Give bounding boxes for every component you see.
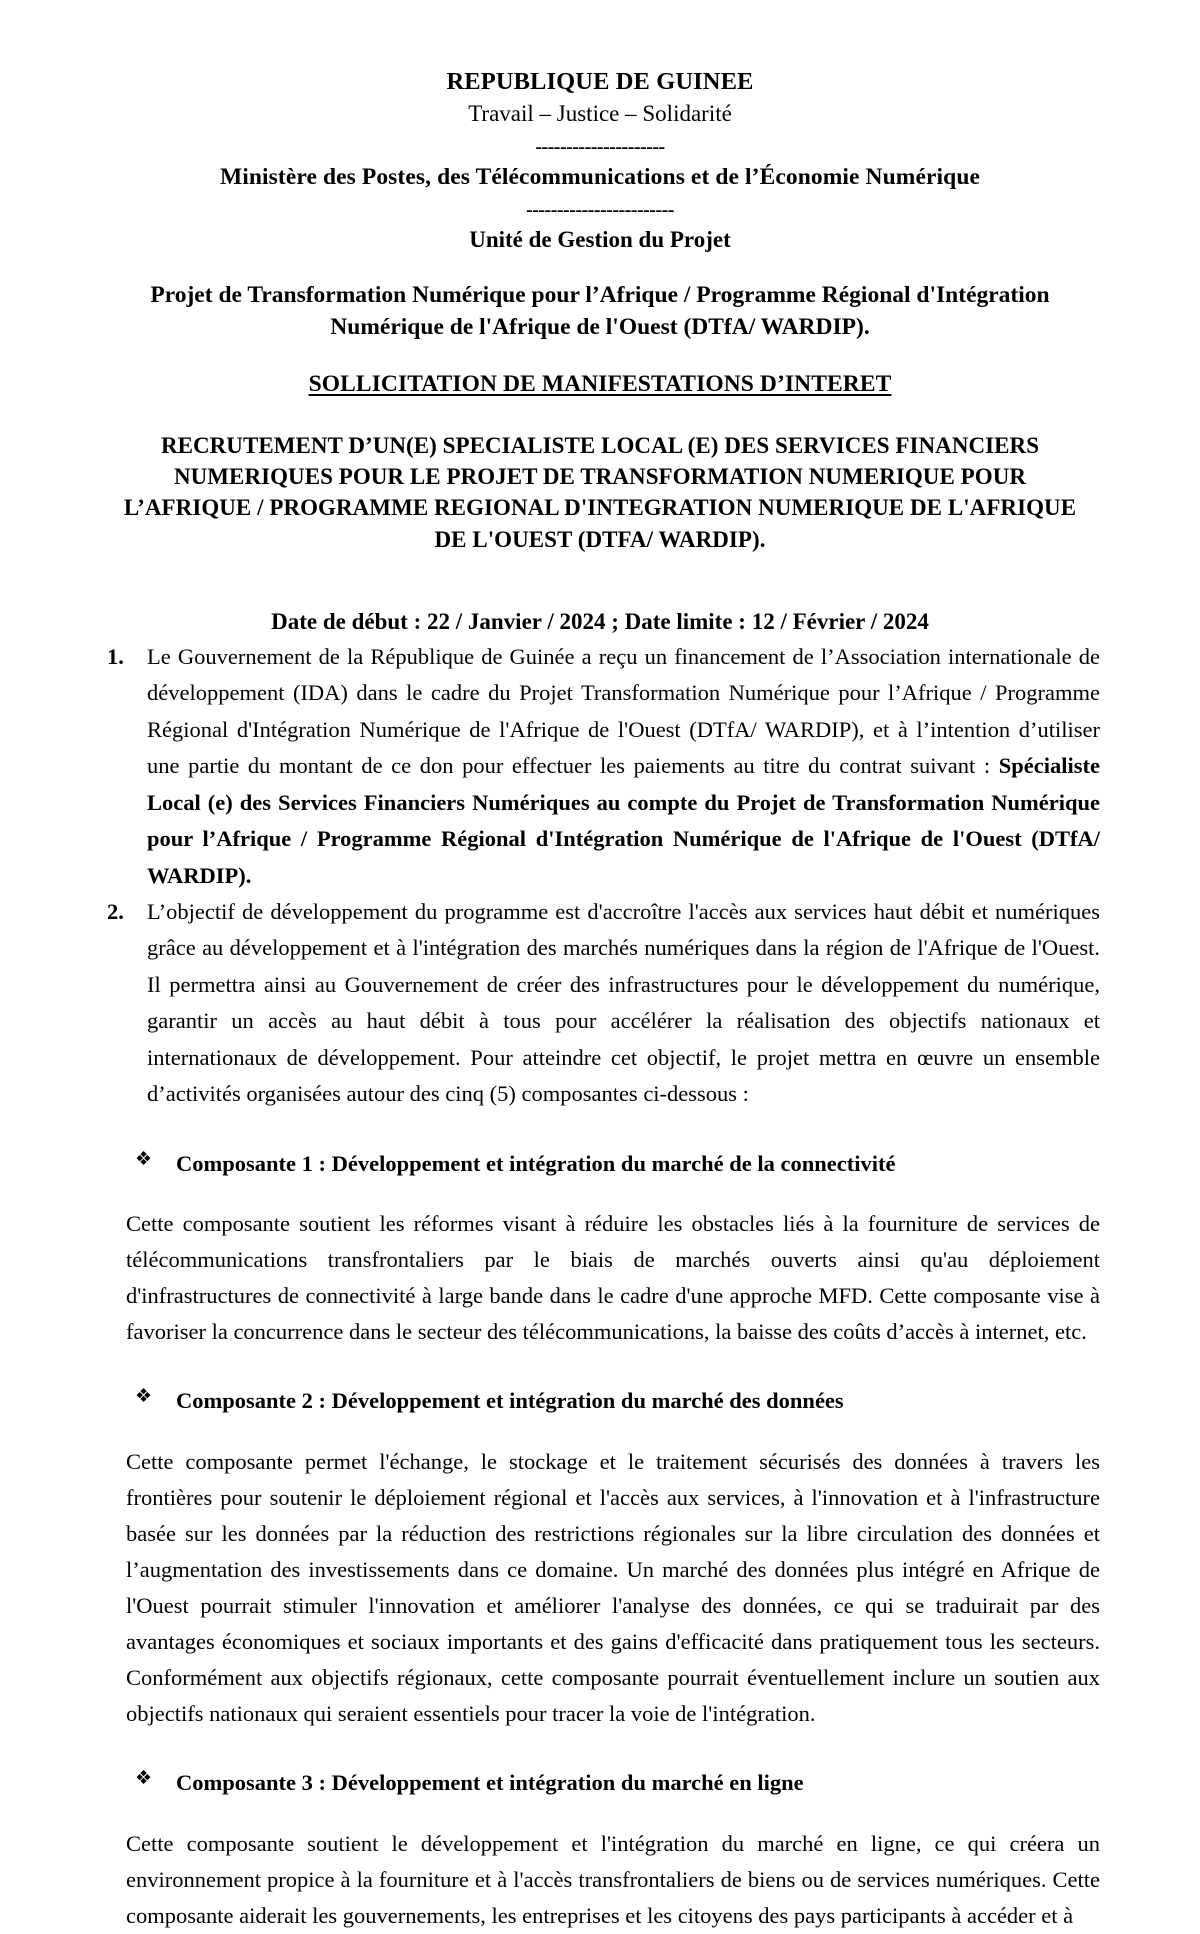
paragraph-number-1: 1. [107,643,124,669]
component-2-body: Cette composante permet l'échange, le stockage et le traitement sécurisés des données à travers les frontières pour soutenir le déploiement régional et l'accès aux services, à l'innovation et à l'infrastructure basée sur les données par la réduction des restrictions régionales sur la libre circulation des données et l’augmentation des investissements dans ce domaine. Un marché des données plus intégré en Afrique de l'Ouest pourrait stimuler l'innovation et améliorer l'analyse des données, ce qui se traduirait par des avantages économiques et sociaux importants et des gains d'efficacité dans pratiquement tous les secteurs. Conformément aux objectifs régionaux, cette composante pourrait éventuellement inclure un soutien aux objectifs nationaux qui seraient essentiels pour tracer la voie de l'intégration. [126,1449,1100,1727]
separator-rule-2: ------------------------ [526,198,674,221]
diamond-bullet-icon: ❖ [135,1768,153,1790]
project-title: Projet de Transformation Numérique pour l’Afrique / Programme Régional d'Intégration Numérique de l'Afrique de l'Ouest (DTfA/ WARDIP). [150,282,1050,340]
national-motto: Travail – Justice – Solidarité [468,101,732,127]
component-1-body: Cette composante soutient les réformes visant à réduire les obstacles liés à la fourniture de services de télécommunications transfrontaliers par le biais de marchés ouverts ainsi qu'au déploiement d'infrastructures de connectivité à large bande dans le cadre d'une approche MFD. Cette composante vise à favoriser la concurrence dans le secteur des télécommunications, la baisse des coûts d’accès à internet, etc. [126,1211,1100,1345]
component-2-heading [100,1384,1100,1418]
paragraph-number-2: 2. [107,898,124,924]
paragraph-1-bold-text: Spécialiste Local (e) des Services Financiers Numériques au compte du Projet de Transformation Numérique pour l’Afrique / Programme Régional d'Intégration Numérique de l'Afrique de l'Ouest (DTfA/ WARDIP). [147,753,1100,888]
recruitment-title: RECRUTEMENT D’UN(E) SPECIALISTE LOCAL (E) DES SERVICES FINANCIERS NUMERIQUES POUR LE PROJET DE TRANSFORMATION NUMERIQUE POUR L’AFRIQUE / PROGRAMME REGIONAL D'INTEGRATION NUMERIQUE DE L'AFRIQUE DE L'OUEST (DTFA/ WARDIP). [123,432,1077,552]
numbered-paragraph-2 [100,894,1100,1113]
country-name: REPUBLIQUE DE GUINEE [446,68,754,95]
paragraph-2-text: L’objectif de développement du programme est d'accroître l'accès aux services haut débit et numériques grâce au développement et à l'intégration des marchés numériques dans la région de l'Afrique de l'Ouest. Il permettra ainsi au Gouvernement de créer des infrastructures pour le développement du numérique, garantir un accès au haut débit à tous pour accélérer la réalisation des objectifs nationaux et internationaux de développement. Pour atteindre cet objectif, le projet mettra en œuvre un ensemble d’activités organisées autour des cinq (5) composantes ci-dessous : [147,898,1100,1107]
ministry-name: Ministère des Postes, des Télécommunications et de l’Économie Numérique [219,163,981,190]
dates-line: Date de début : 22 / Janvier / 2024 ; Date limite : 12 / Février / 2024 [271,608,929,634]
diamond-bullet-icon: ❖ [135,1386,153,1408]
component-1-heading-label: Composante 1 : Développement et intégration du marché de la connectivité [176,1150,896,1176]
component-3-heading-label: Composante 3 : Développement et intégration du marché en ligne [176,1770,804,1796]
paragraph-1-text: Le Gouvernement de la République de Guinée a reçu un financement de l’Association internationale de développement (IDA) dans le cadre du Projet Transformation Numérique pour l’Afrique / Programme Régional d'Intégration Numérique de l'Afrique de l'Ouest (DTfA/ WARDIP), et à l’intention d’utiliser une partie du montant de ce don pour effectuer les paiements au titre du contrat suivant : [147,643,1100,779]
numbered-paragraph-list [100,639,1100,1113]
letterhead [100,66,1100,254]
separator-rule-1: --------------------- [535,135,665,158]
numbered-paragraph-1 [100,639,1100,894]
component-2-heading-label: Composante 2 : Développement et intégration du marché des données [176,1388,844,1414]
component-1-heading [100,1147,1100,1181]
project-management-unit: Unité de Gestion du Projet [469,226,731,252]
solicitation-heading: SOLLICITATION DE MANIFESTATIONS D’INTERET [308,370,892,397]
diamond-bullet-icon: ❖ [135,1148,153,1170]
component-3-body: Cette composante soutient le développement et l'intégration du marché en ligne, ce qui créera un environnement propice à la fourniture et à l'accès transfrontaliers de biens ou de services numériques. Cette composante aiderait les gouvernements, les entreprises et les citoyens des pays participants à accéder et à [126,1830,1100,1928]
component-3-heading [100,1766,1100,1800]
